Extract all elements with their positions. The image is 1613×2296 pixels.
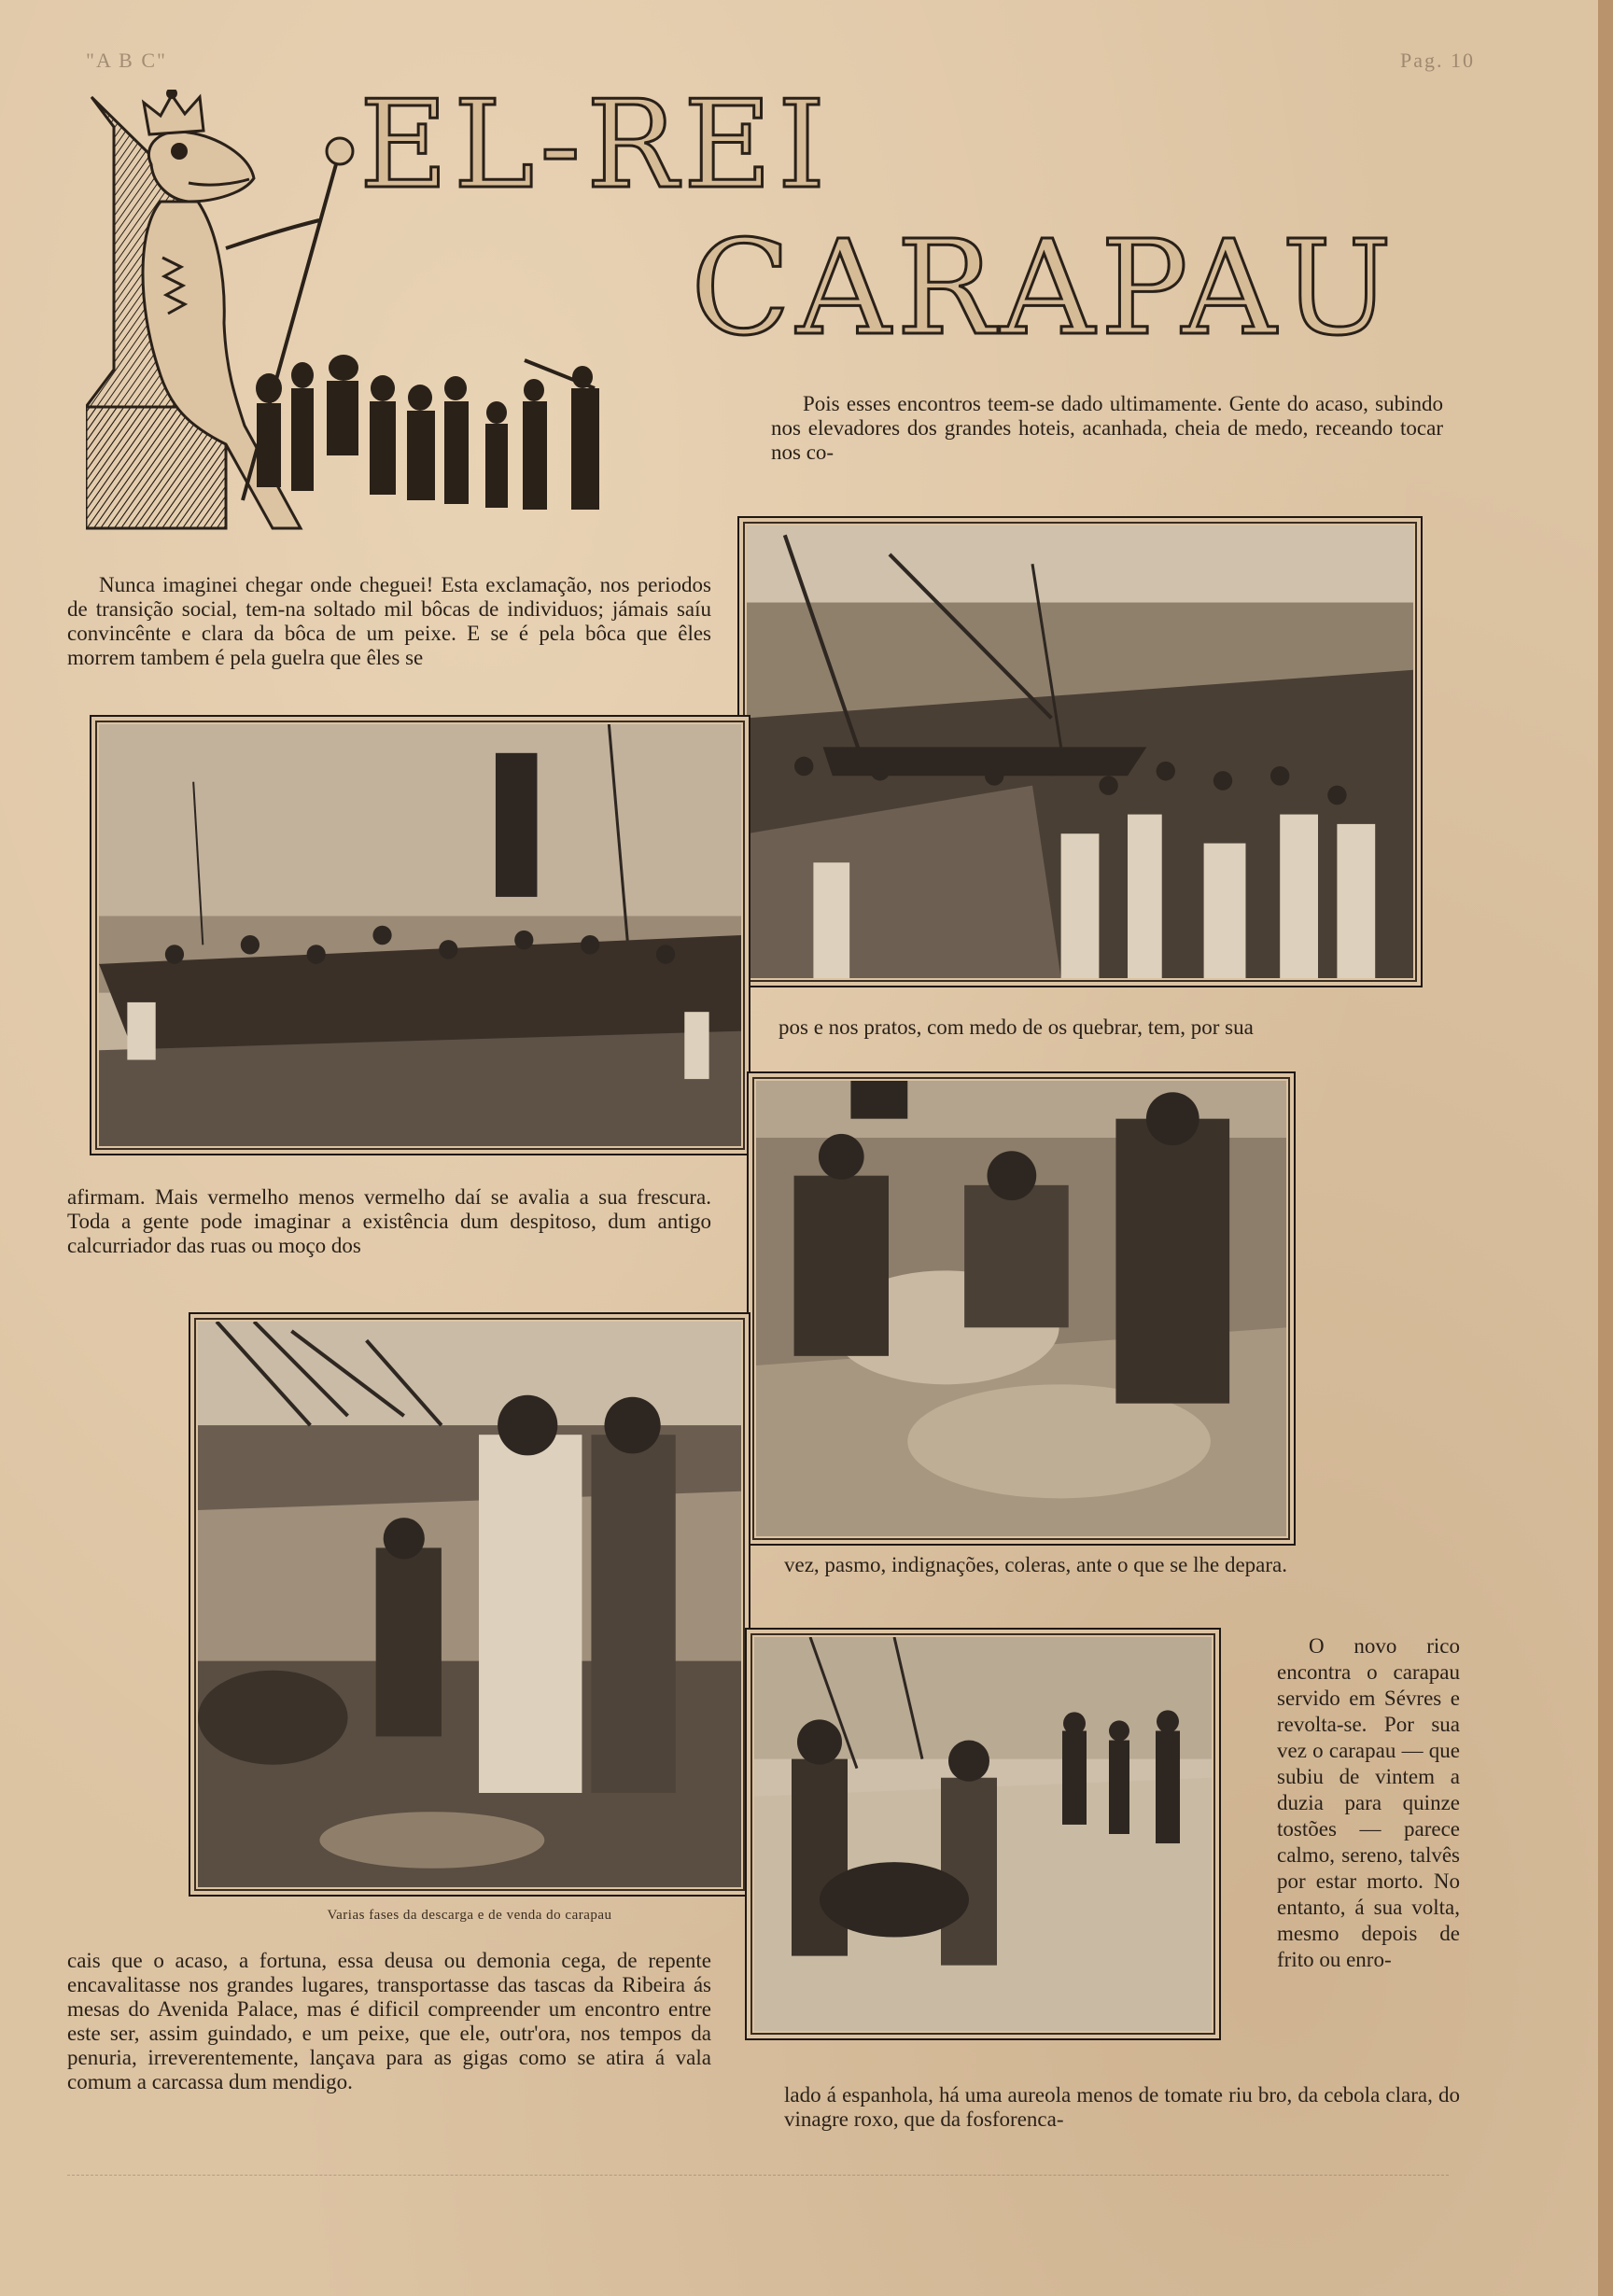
harbour-quay-crowd-photo bbox=[737, 516, 1423, 987]
steam-boat-unloading-photo bbox=[90, 715, 750, 1155]
men-carrying-basket-photo bbox=[745, 1628, 1221, 2040]
paragraph-left-end: cais que o acaso, a fortuna, essa deusa ou demonia cega, de repente encavalitasse nos grandes lugares, transportasse das tascas da Ribeira ás mesas do Avenida Palace, mas é dificil compreender um encontro entre este ser, assim guindado, e um peixe, que ele, outr'ora, nos tempos da penuria, irreverentemente, lançava para as gigas como se atira á vala comum a carcassa dum mendigo. bbox=[67, 1949, 711, 2093]
header-page-number: Pag. 10 bbox=[1400, 49, 1475, 72]
header-magazine-name: "A B C" bbox=[86, 49, 167, 72]
paragraph-left-continuation: afirmam. Mais vermelho menos vermelho daí se avalia a sua frescura. Toda a gente pode imaginar a existência dum despitoso, dum antigo calcurriador das ruas ou moço dos bbox=[67, 1185, 711, 1257]
paragraph-left-intro: Nunca imaginei chegar onde cheguei! Esta exclamação, nos periodos de transição social, tem-na soltado mil bôcas de individuos; jámais saíu convincênte e clara da bôca de um peixe. E se é pela bôca que êles morrem tambem é pela guelra que êles se bbox=[67, 573, 711, 669]
photo-caption: Varias fases da descarga e de venda do carapau bbox=[327, 1908, 612, 1923]
paragraph-right-intro: Pois esses encontros teem-se dado ultimamente. Gente do acaso, subindo nos elevadores dos grandes hoteis, acanhada, cheia de medo, receando tocar nos co- bbox=[771, 392, 1443, 464]
paragraph-right-continuation: pos e nos pratos, com medo de os quebrar, tem, por sua bbox=[778, 1015, 1254, 1039]
bottom-divider bbox=[67, 2175, 1449, 2176]
paragraph-right-column: O novo rico encontra o carapau servido em Sévres e revolta-se. Por sua vez o carapau — que subiu de vintem a duzia para quinze tostões — parece calmo, sereno, talvês por estar morto. No entanto, á sua volta, mesmo depois de frito ou enro- bbox=[1277, 1634, 1460, 1971]
fish-baskets-workers-photo bbox=[747, 1071, 1296, 1546]
page-edge bbox=[1598, 0, 1613, 2296]
paragraph-right-end: lado á espanhola, há uma aureola menos de tomate riu bro, da cebola clara, do vinagre roxo, que da fosforenca- bbox=[784, 2083, 1460, 2131]
title-line-2: CARAPAU bbox=[691, 213, 1398, 365]
title-line-1: EL-REI bbox=[359, 74, 832, 216]
paragraph-right-continuation-2: vez, pasmo, indignações, coleras, ante o que se lhe depara. bbox=[784, 1553, 1288, 1576]
women-at-riverside-photo bbox=[189, 1312, 750, 1897]
